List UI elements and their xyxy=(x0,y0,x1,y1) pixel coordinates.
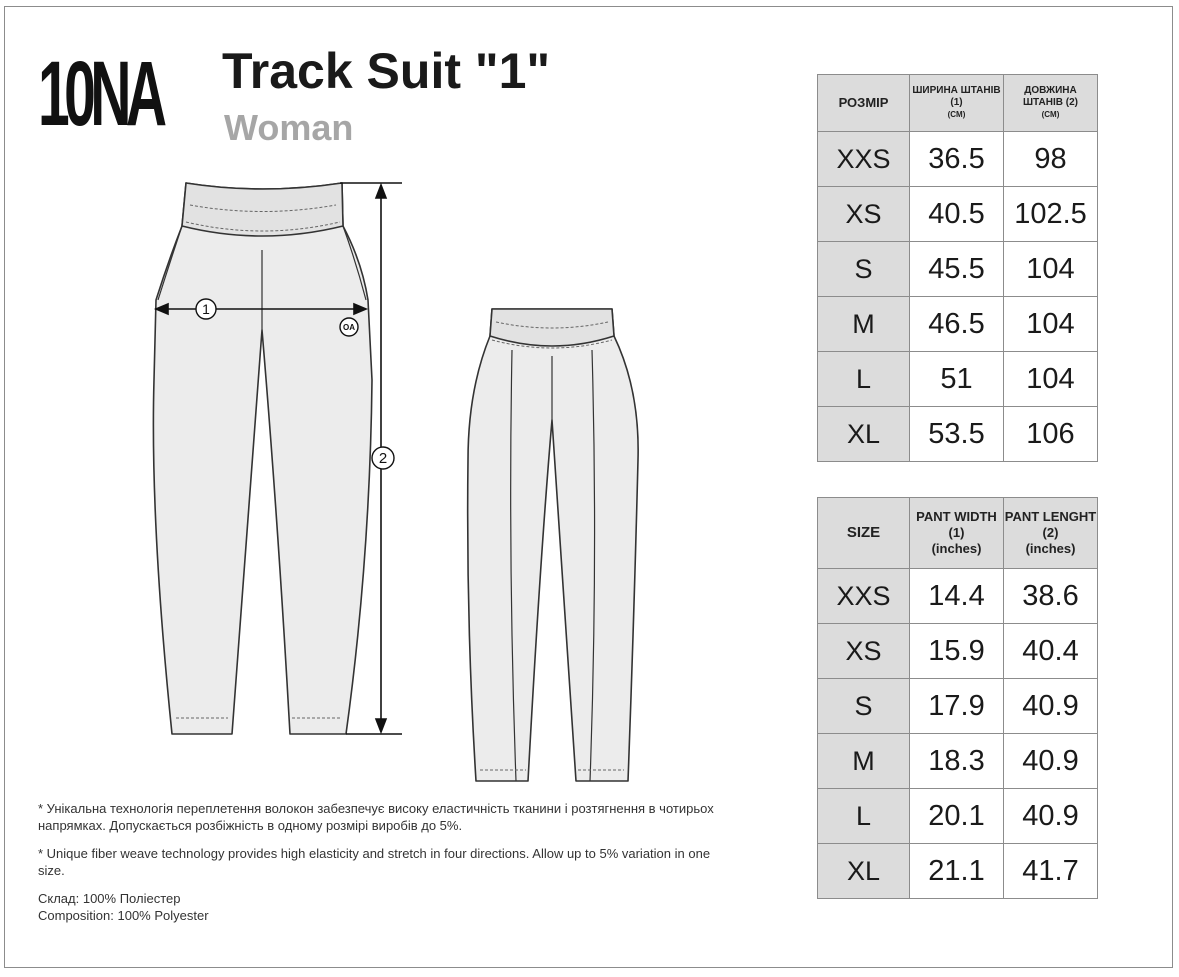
length-cell: 104 xyxy=(1004,242,1098,297)
length-header-unit: (CM) xyxy=(1041,110,1060,119)
width-cell: 46.5 xyxy=(910,297,1004,352)
width-header xyxy=(910,498,1004,569)
front-waistband xyxy=(182,183,343,236)
table-row xyxy=(818,734,1098,789)
width-header-label: ШИРИНА ШТАНІВ (1) xyxy=(912,85,1001,108)
length-cell: 98 xyxy=(1004,132,1098,187)
length-header-unit: (inches) xyxy=(1025,541,1076,556)
size-cell: XXS xyxy=(818,569,910,624)
length-cell: 104 xyxy=(1004,352,1098,407)
table-row xyxy=(818,407,1098,462)
size-cell: XS xyxy=(818,624,910,679)
table-row xyxy=(818,297,1098,352)
length-cell: 40.9 xyxy=(1004,679,1098,734)
length-header-label: ДОВЖИНА ШТАНІВ (2) xyxy=(1023,85,1078,108)
length-cell: 40.4 xyxy=(1004,624,1098,679)
table-row xyxy=(818,187,1098,242)
length-cell: 41.7 xyxy=(1004,844,1098,899)
length-cell: 104 xyxy=(1004,297,1098,352)
length-header xyxy=(1004,498,1098,569)
page-subtitle: Woman xyxy=(224,107,354,148)
width-cell: 14.4 xyxy=(910,569,1004,624)
length-marker: 2 xyxy=(378,450,388,467)
width-cell: 20.1 xyxy=(910,789,1004,844)
length-header-label: PANT LENGHT (2) xyxy=(1004,509,1097,540)
width-cell: 36.5 xyxy=(910,132,1004,187)
length-cell: 38.6 xyxy=(1004,569,1098,624)
size-table-inches xyxy=(817,497,1098,899)
size-cell: L xyxy=(818,789,910,844)
table-row xyxy=(818,844,1098,899)
length-cell: 102.5 xyxy=(1004,187,1098,242)
width-cell: 18.3 xyxy=(910,734,1004,789)
length-header xyxy=(1004,75,1098,132)
length-cell: 106 xyxy=(1004,407,1098,462)
brand-badge: OA xyxy=(343,323,355,332)
size-cell: S xyxy=(818,679,910,734)
width-cell: 15.9 xyxy=(910,624,1004,679)
width-header xyxy=(910,75,1004,132)
length-cell: 40.9 xyxy=(1004,789,1098,844)
en-note: * Unique fiber weave technology provides high elasticity and stretch in four directions. Allow up to 5% variation in one size. xyxy=(38,846,711,878)
size-cell: M xyxy=(818,297,910,352)
table-row xyxy=(818,569,1098,624)
width-cell: 53.5 xyxy=(910,407,1004,462)
front-pants-outline xyxy=(153,183,372,734)
size-cell: M xyxy=(818,734,910,789)
table-header-row xyxy=(818,498,1098,569)
table-row xyxy=(818,352,1098,407)
size-cell: XL xyxy=(818,407,910,462)
width-cell: 40.5 xyxy=(910,187,1004,242)
table-row xyxy=(818,789,1098,844)
composition-en: Composition: 100% Polyester xyxy=(38,908,209,923)
size-cell: XS xyxy=(818,187,910,242)
page-title: Track Suit "1" xyxy=(222,43,551,99)
table-row xyxy=(818,624,1098,679)
back-pants-outline xyxy=(468,309,638,781)
size-cell: L xyxy=(818,352,910,407)
width-cell: 21.1 xyxy=(910,844,1004,899)
size-header: SIZE xyxy=(818,498,910,569)
table-row xyxy=(818,132,1098,187)
table-header-row xyxy=(818,75,1098,132)
width-header-label: PANT WIDTH (1) xyxy=(916,509,997,540)
width-cell: 51 xyxy=(910,352,1004,407)
width-header-unit: (inches) xyxy=(931,541,982,556)
size-cell: S xyxy=(818,242,910,297)
size-table-cm xyxy=(817,74,1098,462)
ua-note: * Унікальна технологія переплетення волокон забезпечує високу еластичність тканини і розтягнення в чотирьох напрямках. Допускається розбіжність в одному розмірі виробів до 5%. xyxy=(38,801,714,833)
table-row xyxy=(818,679,1098,734)
size-cell: XL xyxy=(818,844,910,899)
length-cell: 40.9 xyxy=(1004,734,1098,789)
size-header: РОЗМІР xyxy=(818,75,910,132)
width-cell: 45.5 xyxy=(910,242,1004,297)
composition-ua: Склад: 100% Поліестер xyxy=(38,891,181,906)
width-cell: 17.9 xyxy=(910,679,1004,734)
width-marker: 1 xyxy=(202,301,210,317)
table-row xyxy=(818,242,1098,297)
brand-logo: 10NA xyxy=(38,43,162,145)
width-header-unit: (CM) xyxy=(947,110,966,119)
size-cell: XXS xyxy=(818,132,910,187)
